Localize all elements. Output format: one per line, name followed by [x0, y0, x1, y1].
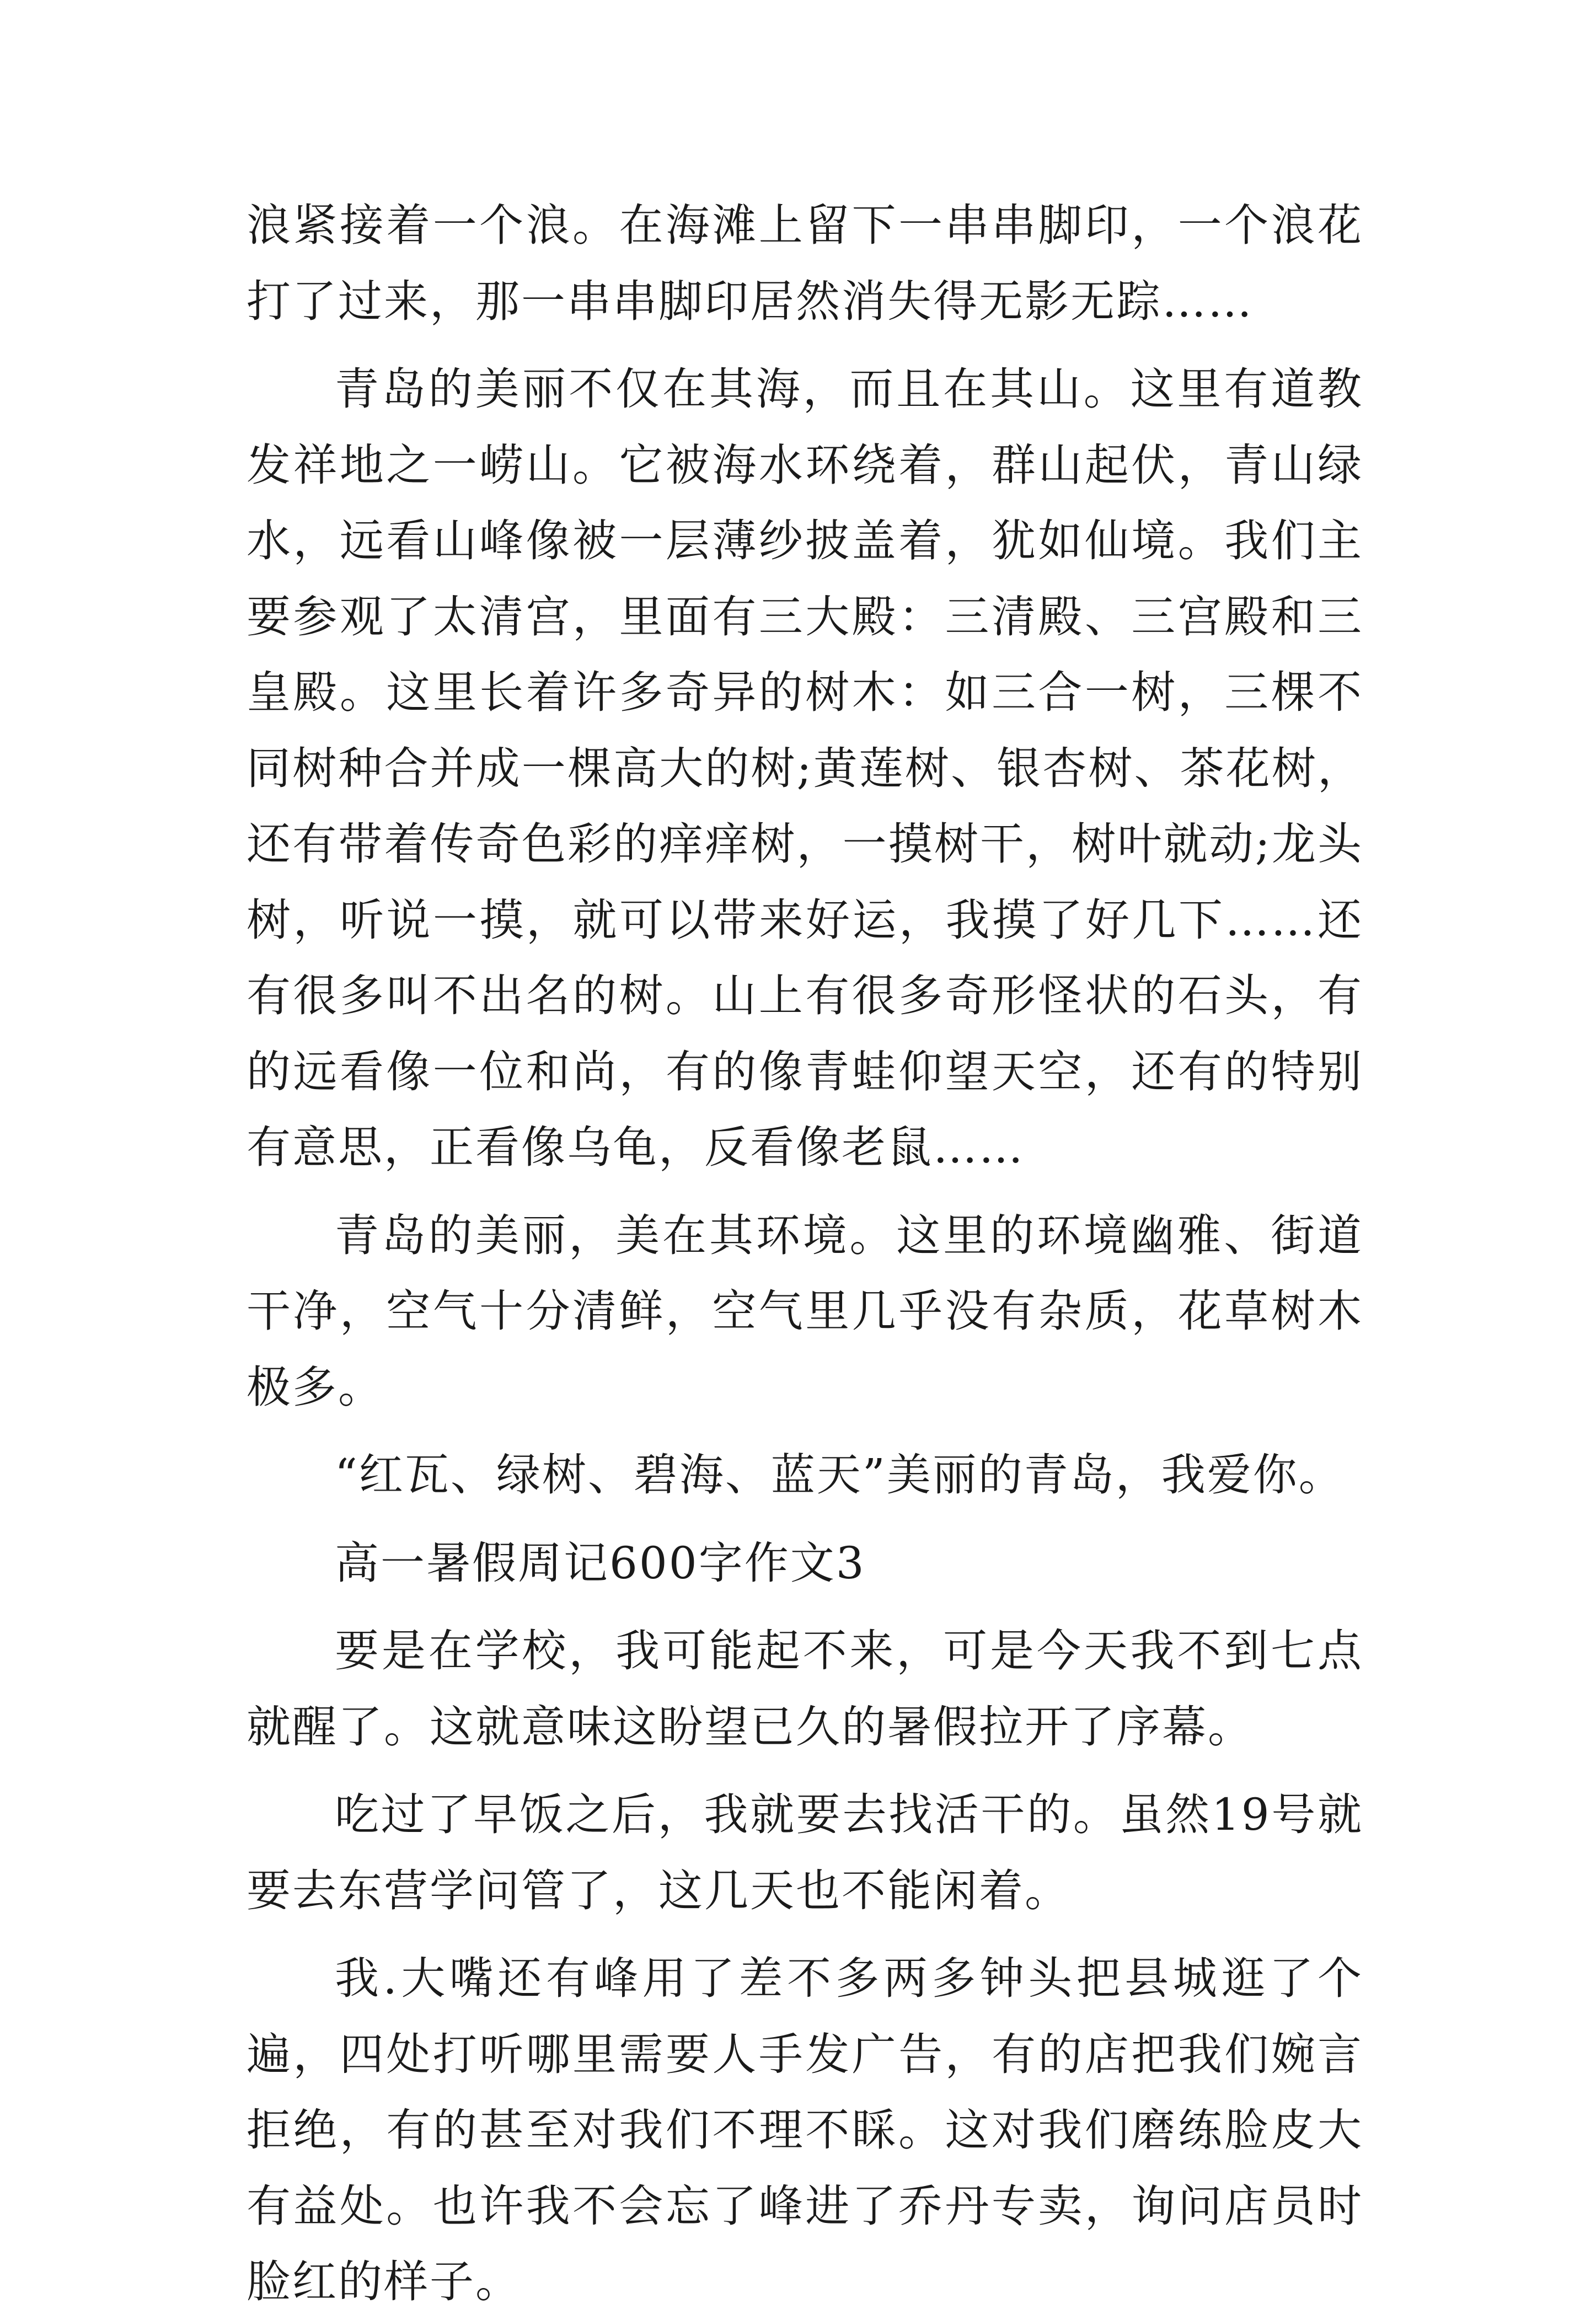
section-title: 高一暑假周记600字作文3: [335, 1537, 866, 1589]
paragraph-1: 浪紧接着一个浪。在海滩上留下一串串脚印，一个浪花打了过来，那一串串脚印居然消失得无影无踪……: [247, 200, 1363, 327]
paragraph-6: 吃过了早饭之后，我就要去找活干的。虽然19号就要去东营学问管了，这几天也不能闲着。: [247, 1789, 1363, 1916]
paragraph-5: 要是在学校，我可能起不来，可是今天我不到七点就醒了。这就意味这盼望已久的暑假拉开了序幕。: [247, 1625, 1363, 1753]
paragraph-2: 青岛的美丽不仅在其海，而且在其山。这里有道教发祥地之一崂山。它被海水环绕着，群山起伏，青山绿水，远看山峰像被一层薄纱披盖着，犹如仙境。我们主要参观了太清宫，里面有三大殿：三清殿、三宫殿和三皇殿。这里长着许多奇异的树木：如三合一树，三棵不同树种合并成一棵高大的树;黄莲树、银杏树、茶花树，还有带着传奇色彩的痒痒树，一摸树干，树叶就动;龙头树，听说一摸，就可以带来好运，我摸了好几下……还有很多叫不出名的树。山上有很多奇形怪状的石头，有的远看像一位和尚，有的像青蛙仰望天空，还有的特别有意思，正看像乌龟，反看像老鼠……: [247, 363, 1363, 1173]
document-body: [247, 187, 1363, 2320]
paragraph-4: “红瓦、绿树、碧海、蓝天”美丽的青岛，我爱你。: [335, 1449, 1345, 1501]
paragraph-3: 青岛的美丽，美在其环境。这里的环境幽雅、街道干净，空气十分清鲜，空气里几乎没有杂质，花草树木极多。: [247, 1209, 1363, 1413]
paragraph-7: 我.大嘴还有峰用了差不多两多钟头把县城逛了个遍，四处打听哪里需要人手发广告，有的店把我们婉言拒绝，有的甚至对我们不理不睬。这对我们磨练脸皮大有益处。也许我不会忘了峰进了乔丹专卖，询问店员时脸红的样子。: [247, 1953, 1363, 2307]
